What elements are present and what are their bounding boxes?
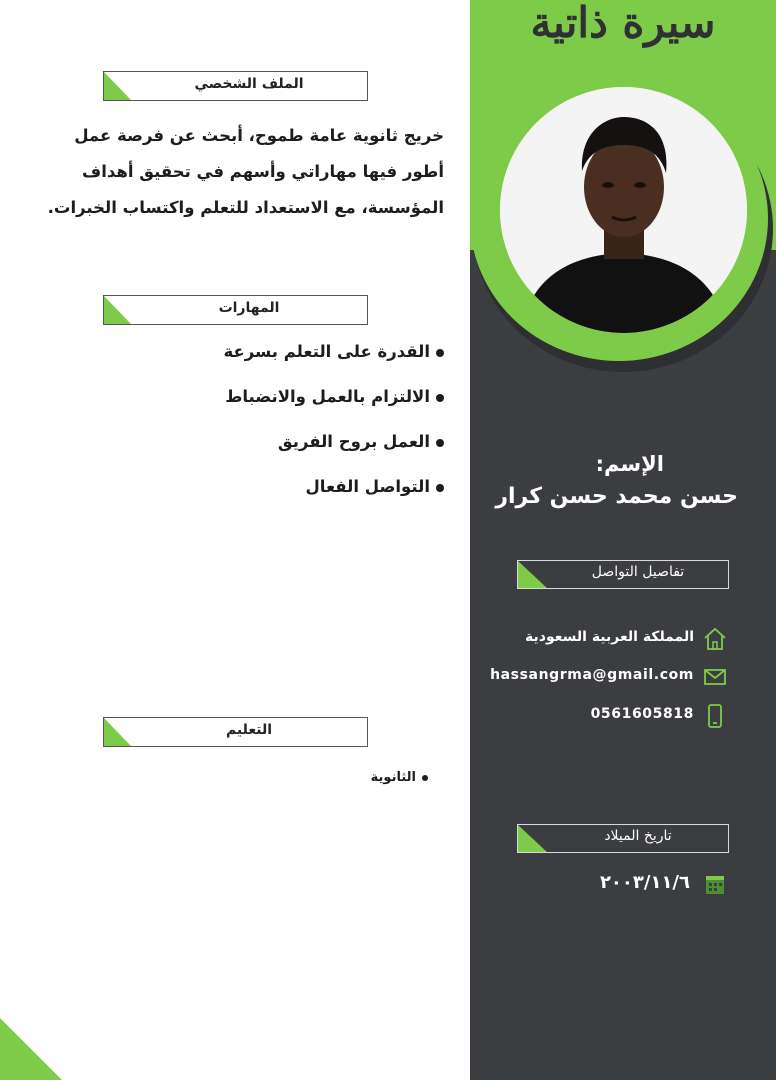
profile-summary: خريج ثانوية عامة طموح، أبحث عن فرصة عمل أطور فيها مهاراتي وأسهم في تحقيق أهداف المؤسسة، مع الاستعداد للتعلم واكتساب الخبرات. xyxy=(47,126,444,217)
skill-item xyxy=(150,432,444,477)
skill-item xyxy=(150,342,444,387)
skills-header-label: المهارات xyxy=(218,300,280,316)
header-accent-triangle xyxy=(104,718,132,747)
home-icon xyxy=(702,626,728,652)
contact-email[interactable]: hassangrma@gmail.com xyxy=(490,667,694,683)
bullet-icon xyxy=(436,349,444,357)
education-header-label: التعليم xyxy=(225,722,273,738)
mail-icon xyxy=(702,664,728,690)
name-label: الإسم: xyxy=(595,452,664,476)
skills-header xyxy=(103,295,368,325)
education-item xyxy=(300,770,428,785)
education-text: الثانوية xyxy=(370,770,416,785)
skill-text: القدرة على التعلم بسرعة xyxy=(223,342,430,361)
profile-header-label: الملف الشخصي xyxy=(194,76,304,92)
birth-header xyxy=(517,824,729,853)
page-title: سيرة ذاتية xyxy=(530,0,716,47)
skill-text: الالتزام بالعمل والانضباط xyxy=(225,387,430,406)
profile-header xyxy=(103,71,368,101)
bullet-icon xyxy=(436,394,444,402)
contact-address-row xyxy=(480,626,730,652)
skill-text: التواصل الفعال xyxy=(305,477,430,496)
contact-phone-row xyxy=(480,703,730,729)
bullet-icon xyxy=(436,439,444,447)
bullet-icon xyxy=(422,775,428,781)
contact-email-row xyxy=(480,664,730,690)
person-portrait-icon xyxy=(500,87,747,333)
contact-header-label: تفاصيل التواصل xyxy=(591,564,685,580)
calendar-icon xyxy=(702,872,728,898)
contact-address: المملكة العربية السعودية xyxy=(525,629,694,645)
skill-item xyxy=(150,387,444,432)
skills-list xyxy=(150,342,444,522)
phone-icon xyxy=(702,703,728,729)
contact-header xyxy=(517,560,729,589)
profile-photo xyxy=(500,87,747,333)
skill-item xyxy=(150,477,444,522)
contact-phone[interactable]: 0561605818 xyxy=(590,706,694,722)
corner-accent xyxy=(0,1018,62,1080)
birth-header-label: تاريخ الميلاد xyxy=(604,828,672,844)
header-accent-triangle xyxy=(518,825,548,853)
person-name: حسن محمد حسن كرار xyxy=(495,484,738,509)
bullet-icon xyxy=(436,484,444,492)
birth-date: ٢٠٠٣/١١/٦ xyxy=(599,872,690,893)
education-header xyxy=(103,717,368,747)
header-accent-triangle xyxy=(104,296,132,325)
skill-text: العمل بروح الفريق xyxy=(277,432,430,451)
header-accent-triangle xyxy=(518,561,548,589)
header-accent-triangle xyxy=(104,72,132,101)
